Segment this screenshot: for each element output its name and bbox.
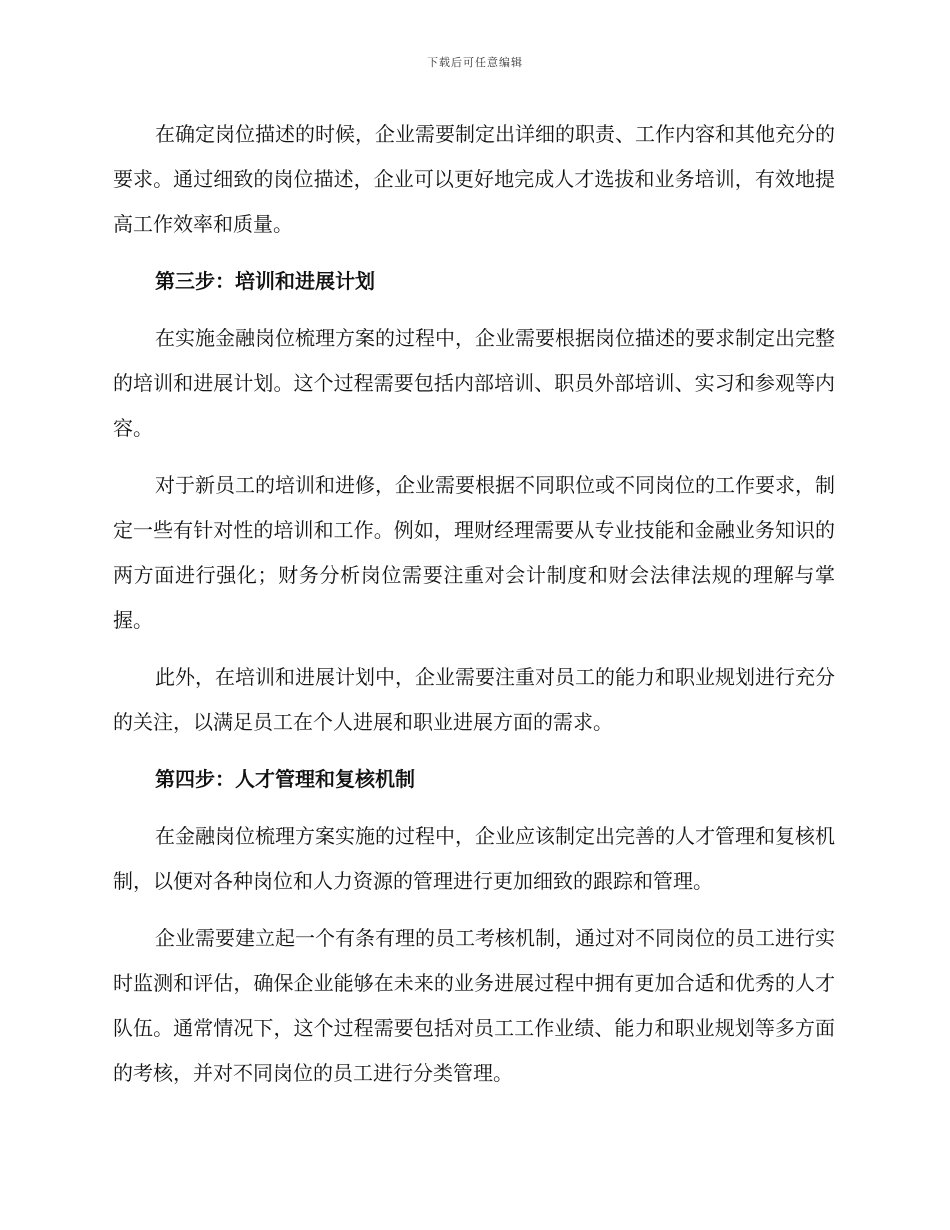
section-heading: 第三步：培训和进展计划	[155, 269, 375, 293]
paragraph: 在实施金融岗位梳理方案的过程中，企业需要根据岗位描述的要求制定出完整的培训和进展计划。这个过程需要包括内部培训、职员外部培训、实习和参观等内容。	[113, 326, 835, 440]
paragraph: 对于新员工的培训和进修，企业需要根据不同职位或不同岗位的工作要求，制定一些有针对性的培训和工作。例如，理财经理需要从专业技能和金融业务知识的两方面进行强化；财务分析岗位需要注重对会计制度和财会法律法规的理解与掌握。	[113, 473, 835, 632]
document-body	[113, 112, 835, 1108]
header-note: 下载后可任意编辑	[427, 56, 523, 69]
paragraph: 企业需要建立起一个有条有理的员工考核机制，通过对不同岗位的员工进行实时监测和评估，确保企业能够在未来的业务进展过程中拥有更加合适和优秀的人才队伍。通常情况下，这个过程需要包括对员工工作业绩、能力和职业规划等多方面的考核，并对不同岗位的员工进行分类管理。	[113, 926, 835, 1085]
paragraph: 此外，在培训和进展计划中，企业需要注重对员工的能力和职业规划进行充分的关注，以满足员工在个人进展和职业进展方面的需求。	[113, 665, 835, 734]
section-heading: 第四步：人才管理和复核机制	[155, 767, 415, 791]
paragraph: 在确定岗位描述的时候，企业需要制定出详细的职责、工作内容和其他充分的要求。通过细致的岗位描述，企业可以更好地完成人才选拔和业务培训，有效地提高工作效率和质量。	[113, 122, 835, 236]
paragraph: 在金融岗位梳理方案实施的过程中，企业应该制定出完善的人才管理和复核机制，以便对各种岗位和人力资源的管理进行更加细致的跟踪和管理。	[113, 824, 835, 893]
